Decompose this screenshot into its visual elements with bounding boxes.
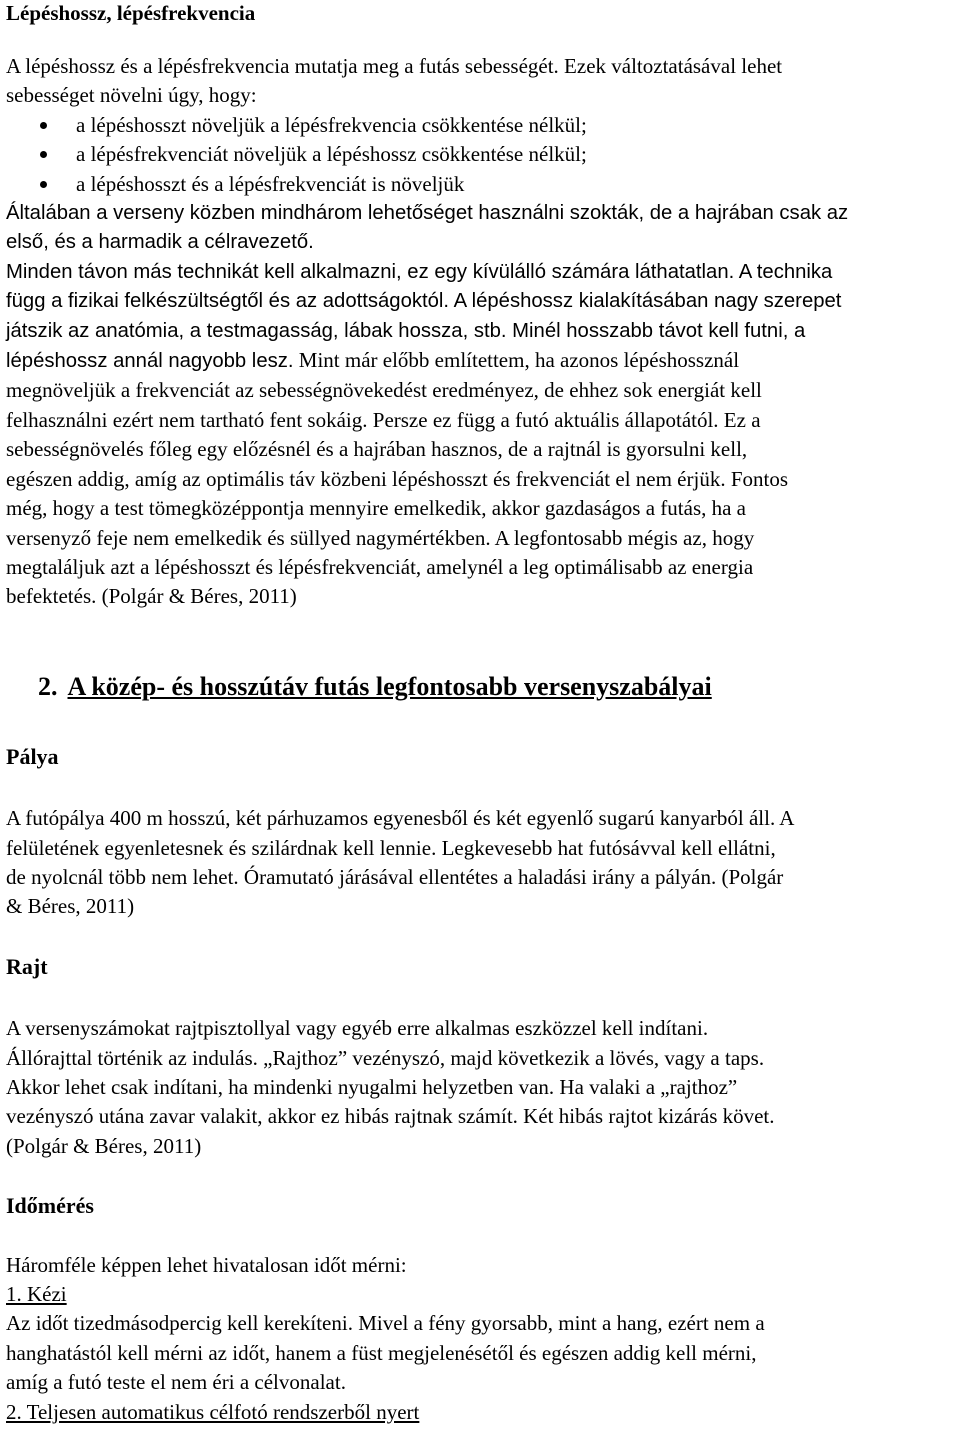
list-item	[6, 111, 956, 140]
body-paragraph	[6, 199, 956, 612]
text-line: egészen addig, amíg az optimális táv közbeni lépéshosszt és frekvenciát el nem érjük. Fontos	[6, 466, 789, 491]
text-line: (Polgár & Béres, 2011)	[6, 1133, 202, 1158]
text-line: Minden távon más technikát kell alkalmazni, ez egy kívülálló számára láthatatlan. A technika	[6, 260, 833, 283]
text-line: sebességnövelés főleg egy előzésnél és a hajrában hasznos, de a rajtnál is gyorsulni kell,	[6, 437, 748, 462]
text-line: Akkor lehet csak indítani, ha mindenki nyugalmi helyzetben van. Ha valaki a „rajthoz”	[6, 1074, 738, 1099]
text-line: A futópálya 400 m hosszú, két párhuzamos egyenesből és két egyenlő sugarú kanyarból áll. A	[6, 806, 795, 831]
text-line: még, hogy a test tömegközéppontja mennyire emelkedik, akkor gazdaságos a futás, ha a	[6, 496, 747, 521]
text-line: & Béres, 2011)	[6, 894, 135, 919]
text-line: függ a fizikai felkészültségtől és az adottságoktól. A lépéshossz kialakításában nagy szerepet	[6, 290, 842, 313]
list-item	[6, 170, 956, 199]
palya-paragraph	[6, 804, 956, 922]
text-line: vezényszó utána zavar valakit, akkor ez hibás rajtnak számít. Két hibás rajtot kizárás követ.	[6, 1104, 775, 1129]
text-line: felületének egyenletesnek és szilárdnak kell lennie. Legkevesebb hat futósávval kell ellátni,	[6, 835, 776, 860]
bullet-icon	[40, 151, 47, 158]
text-line: Általában a verseny közben mindhárom lehetőséget használni szokták, de a hajrában csak az	[6, 202, 849, 225]
text-line: játszik az anatómia, a testmagasság, lábak hossza, stb. Minél hosszabb távot kell futni, a	[6, 319, 806, 342]
subheading-palya: Pálya	[6, 743, 59, 769]
text-line: befektetés. (Polgár & Béres, 2011)	[6, 584, 297, 609]
text-line: sebességet növelni úgy, hogy:	[6, 83, 257, 108]
rajt-paragraph	[6, 1014, 956, 1161]
intro-paragraph	[6, 52, 956, 111]
bullet-icon	[40, 181, 47, 188]
text-line: de nyolcnál több nem lehet. Óramutató járásával ellentétes a haladási irány a pályán. (Polgár	[6, 864, 784, 889]
list-item-text: a lépéshosszt növeljük a lépésfrekvencia csökkentése nélkül;	[76, 112, 587, 137]
list-item-text: a lépéshosszt és a lépésfrekvenciát is növeljük	[76, 171, 465, 196]
text-line	[6, 346, 956, 376]
list-item	[6, 140, 956, 169]
text-line: amíg a futó teste el nem éri a célvonalat.	[6, 1370, 346, 1395]
chapter-number: 2.	[38, 671, 58, 701]
subheading-idomeres: Időmérés	[6, 1193, 94, 1219]
subheading-rajt: Rajt	[6, 953, 48, 979]
chapter-title: A közép- és hosszútáv futás legfontosabb versenyszabályai	[67, 671, 712, 701]
list-item-label: 2. Teljesen automatikus célfotó rendszerből nyert	[6, 1399, 420, 1424]
text-span: Mint már előbb említettem, ha azonos lépéshossznál	[293, 348, 740, 373]
document-page	[6, 0, 956, 1427]
chapter-heading	[38, 667, 956, 707]
text-line: megnöveljük a frekvenciát az sebességnövekedést eredményez, de ehhez sok energiát kell	[6, 378, 762, 403]
bullet-icon	[40, 122, 47, 129]
text-line: Az időt tizedmásodpercig kell kerekíteni. Mivel a fény gyorsabb, mint a hang, ezért nem a	[6, 1311, 765, 1336]
list-item-label: 1. Kézi	[6, 1282, 67, 1306]
text-line: versenyző feje nem emelkedik és süllyed nagymértékben. A legfontosabb mégis az, hogy	[6, 525, 755, 550]
text-line: első, és a harmadik a célravezető.	[6, 231, 314, 254]
idomeres-block	[6, 1251, 956, 1427]
text-line: A lépéshossz és a lépésfrekvencia mutatja meg a futás sebességét. Ezek változtatásával lehet	[6, 54, 783, 78]
text-line: hanghatástól kell mérni az időt, hanem a füst megjelenésétől és egészen addig kell mérni,	[6, 1340, 757, 1365]
section-title: Lépéshossz, lépésfrekvencia	[6, 1, 256, 25]
text-line: felhasználni ezért nem tartható fent sokáig. Persze ez függ a futó aktuális állapotától. Ez a	[6, 407, 761, 432]
text-line: A versenyszámokat rajtpisztollyal vagy egyéb erre alkalmas eszközzel kell indítani.	[6, 1016, 709, 1041]
text-line: Háromféle képpen lehet hivatalosan időt mérni:	[6, 1252, 407, 1277]
text-line: megtaláljuk azt a lépéshosszt és lépésfrekvenciát, amelynél a leg optimálisabb az energia	[6, 554, 754, 579]
list-item-text: a lépésfrekvenciát növeljük a lépéshossz csökkentése nélkül;	[76, 142, 587, 167]
bullet-list	[6, 111, 956, 199]
text-span: lépéshossz annál nagyobb lesz.	[6, 350, 294, 373]
text-line: Állórajttal történik az indulás. „Rajthoz” vezényszó, majd következik a lövés, vagy a taps.	[6, 1045, 765, 1070]
